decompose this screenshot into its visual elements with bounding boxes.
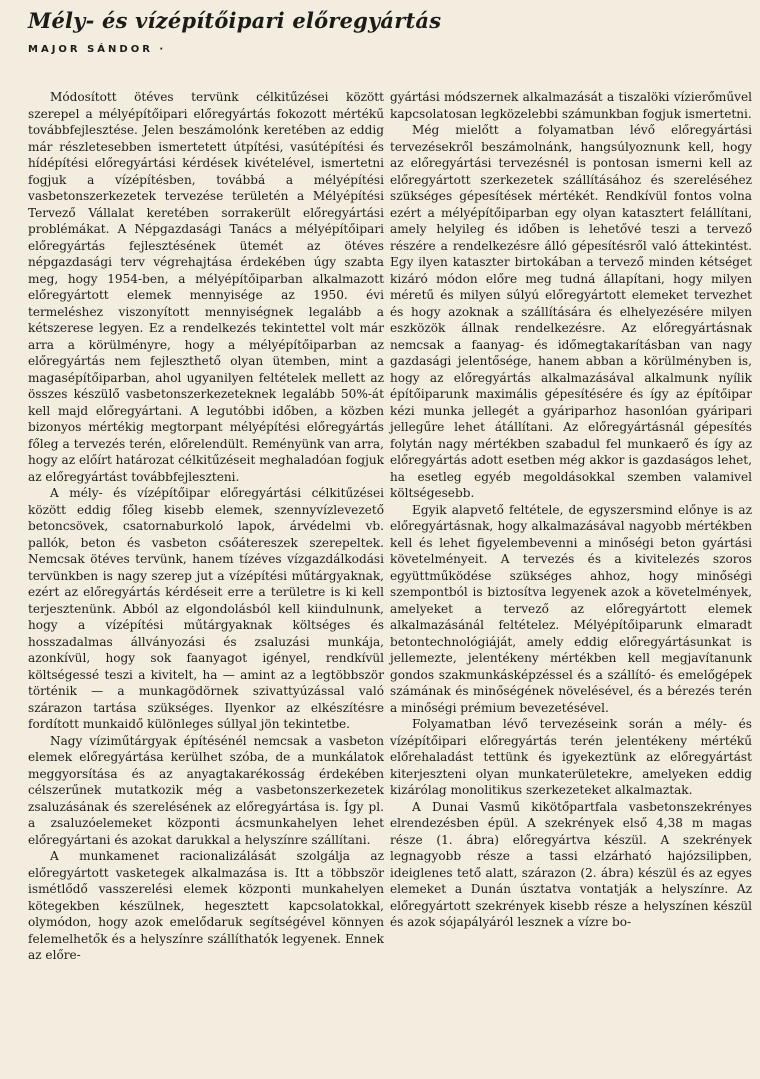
paragraph: A mély- és vízépítőipar előregyártási célkitűzései között eddig főleg kisebb elemek, szennyvízlevezető betoncsövek, csatornaburkoló lapok, árvédelmi vb. pallók, beton és vasbeton csőátereszek szerepeltek. Nemcsak ötéves tervünk, hanem tízéves vízgazdálkodási tervünkben is nagy szerep jut a vízépítési műtárgyaknak, ezért az előregyártás kérdéseit erre a területre is ki kell terjesztenünk. Abból az elgondolásból kell kiindulnunk, hogy a vízépítési műtárgyaknak költséges és hosszadalmas állványozási és zsaluzási munkája, azonkívül, hogy sok faanyagot igényel, rendkívül költségessé teszi a kivitelt, ha — amint az a legtöbbször történik — a munkagödörnek szivattyúzással való szárazon tartása szükséges. Ilyenkor az elkészítésre fordított munkaidő különleges súllyal jön tekintetbe.: [28, 486, 384, 731]
article-author: MAJOR SÁNDOR ·: [28, 44, 167, 55]
paragraph: Még mielőtt a folyamatban lévő előregyártási tervezésekről beszámolnánk, hangsúlyoznunk kell, hogy az előregyártási tervezésnél is pontosan ismerni kell az előregyártott szerkezetek szállításához és szereléséhez szükséges gépesítések mértékét. Rendkívül fontos volna ezért a mélyépítőiparban egy olyan katasztert felállítani, amely helyileg és időben is lehetővé teszi a tervező részére a rendelkezésre álló gépesítésről való áttekintést. Egy ilyen kataszter birtokában a tervező minden kétséget kizáró módon előre meg tudná állapítani, hogy milyen méretű és milyen súlyú előregyártott elemeket tervezhet és hogy azoknak a szállítására és elhelyezésére milyen eszközök állnak rendelkezésre. Az előregyártásnak nemcsak a faanyag- és időmegtakarításban van nagy gazdasági jelentősége, hanem abban a körülményben is, hogy az előregyártás alkalmazásával alkalmunk nyílik építőiparunk maximális gépesítésére és így az építőipar kézi munka jellegét a gyáriparhoz hasonlóan gyáripari jellegűre lehet átállítani. Az előregyártásnál gépesítés folytán nagy mértékben szabadul fel munkaerő és így az előregyártás adott esetben még akkor is gazdaságos lehet, ha esetleg egyéb megoldásokkal szemben valamivel költségesebb.: [390, 123, 752, 500]
paragraph: Módosított ötéves tervünk célkitűzései között szerepel a mélyépítőipari előregyártás fokozott mértékű továbbfejlesztése. Jelen beszámolónk keretében az eddig már részletesebben ismertetett útpítési, vasútépítési és hídépítési előregyártási kérdések kivételével, ismertetni fogjuk a vízépítésben, továbbá a mélyépítési vasbetonszerkezetek tervezése területén a Mélyépítési Tervező Vállalat keretében sorrakerült előregyártási problémákat. A Népgazdasági Tanács a mélyépítőipari előregyártás fejlesztésének ütemét az ötéves népgazdasági terv végrehajtása érdekében úgy szabta meg, hogy 1954-ben, a mélyépítőiparban alkalmazott előregyártott elemek mennyisége az 1950. évi termeléshez viszonyított mennyiségnek legalább a kétszerese legyen. Ez a rendelkezés tekintettel volt már arra a körülményre, hogy a mélyépítőiparban az előregyártás nem fejleszthető olyan ütemben, mint a magasépítőiparban, ahol ugyanilyen feltételek mellett az összes készülő vasbetonszerkezeteknek legalább 50%-át kell majd előregyártani. A legutóbbi időben, a közben bizonyos mértékig megtorpant mélyépítési előregyártás főleg a tervezés terén, előrelendült. Reményünk van arra, hogy az előírt határozat célkitűzéseit meghaladóan fogjuk az előregyártást továbbfejleszteni.: [28, 90, 384, 484]
paragraph: Egyik alapvető feltétele, de egyszersmind előnye is az előregyártásnak, hogy alkalmazásával nagyobb mértékben kell és lehet figyelembevenni a minőségi beton gyártási követelményeit. A tervezés és a kivitelezés szoros együttműködése szükséges ahhoz, hogy minőségi szempontból is biztosítva legyenek azok a követelmények, amelyeket a tervező az előregyártott elemek alkalmazásánál feltételez. Mélyépítőiparunk elmaradt betontechnológiáját, amely eddig előregyártásunkat is jellemezte, jelentékeny mértékben kell megjavítanunk gondos szakmunkásképzéssel és a szállító- és emelőgépek számának és minőségének növelésével, és a bérezés terén a minőségi prémium bevezetésével.: [390, 502, 752, 715]
right-column: [390, 89, 752, 931]
article-title: Mély- és vízépítőipari előregyártás: [28, 8, 442, 33]
paragraph-continued: gyártási módszernek alkalmazását a tiszalöki vízierőművel kapcsolatosan legközelebbi számunkban fogjuk ismertetni.: [390, 90, 752, 121]
paragraph: Nagy víziműtárgyak építésénél nemcsak a vasbeton elemek előregyártása kerülhet szóba, de a munkálatok meggyorsítása és az anyagtakarékosság érdekében célszerűnek mutatkozik még a vasbetonszerkezetek zsaluzásának és szerelésének az előregyártása is. Így pl. a zsaluzóelemeket központi ácsmunkahelyen lehet előregyártani és azokat darukkal a helyszínre szállítani.: [28, 733, 384, 847]
paragraph: A munkamenet racionalizálását szolgálja az előregyártott vasketegek alkalmazása is. Itt a többször ismétlődő vasszerelési elemek központi munkahelyen kötegekben készülnek, hegesztett kapcsolatokkal, olymódon, hogy azok emelődaruk segítségével könnyen felemelhetők és a helyszínre szállíthatók legyenek. Ennek az előre-: [28, 849, 384, 962]
paragraph: Folyamatban lévő tervezéseink során a mély- és vízépítőipari előregyártás terén jelentékeny mértékű előrehaladást tettünk és igyekeztünk az előregyártást kiterjeszteni olyan munkaterületekre, amelyeken eddig kizárólag monolitikus szerkezeteket alkalmaztak.: [390, 717, 752, 797]
paragraph: A Dunai Vasmű kikötőpartfala vasbetonszekrényes elrendezésben épül. A szekrények első 4,38 m magas része (1. ábra) előregyártva készül. A szekrények legnagyobb része a tassi elzárható hajózsilipben, ideiglenes tető alatt, szárazon (2. ábra) készül és az egyes elemeket a Dunán úsztatva vontatják a helyszínre. Az előregyártott szekrények kisebb része a helyszínen készül és azok sójapályáról lesznek a vízre bo-: [390, 799, 752, 929]
left-column: [28, 89, 384, 964]
